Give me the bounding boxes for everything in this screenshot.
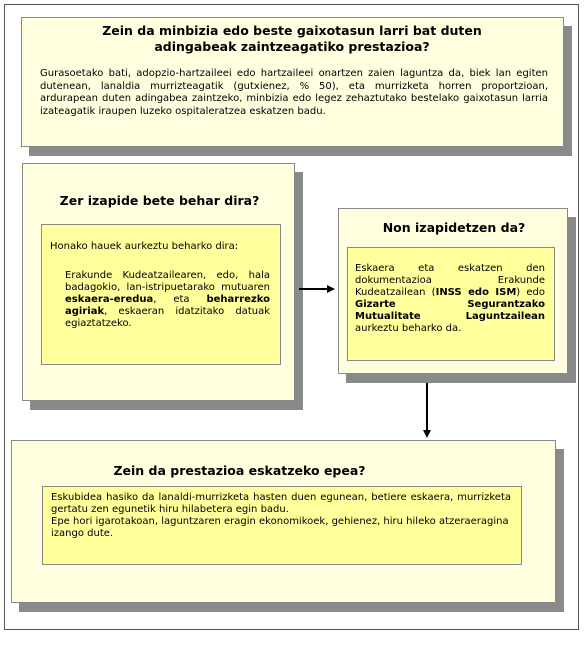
location-bold-a: INSS edo ISM bbox=[435, 287, 517, 298]
procedure-intro: Honako hauek aurkeztu beharko dira: bbox=[50, 241, 239, 252]
procedure-title: Zer izapide bete behar dira? bbox=[59, 193, 260, 208]
location-text-b: ) edo bbox=[516, 287, 545, 298]
procedure-text-a: Erakunde Kudeatzailearen, edo, hala badagokio, lan-istripuetarako mutuaren bbox=[65, 270, 270, 293]
definition-body: Gurasoetako bati, adopzio-hartzaileei edo hartzaileei onartzen zaien laguntza da, biek lan egiten dutenean, lanaldia murrizteagatik (gutxienez, % 50), eta murrizketa horren proportzioan, ardurapean duten adingabea zaintzeko, minbizia edo legez zehaztutako bestelako gaixotasun larria izateagatik iraupen luzeko ospitaleratzea eskatzen badu. bbox=[40, 68, 548, 117]
definition-title: Zein da minbizia edo beste gaixotasun larri bat duten adingabeak zaintzeagatiko prestazioa? bbox=[102, 23, 482, 54]
deadline-para2: Epe hori igarotakoan, laguntzaren eragin ekonomikoek, gehienez, hiru hileko atzeraeragina izango dute. bbox=[51, 516, 509, 539]
deadline-para1: Eskubidea hasiko da lanaldi-murrizketa hasten duen egunean, betiere eskaera, murrizketa gertatu zen egunetik hiru hilabetera egin badu. bbox=[51, 492, 511, 515]
procedure-bold-a: eskaera-eredua bbox=[65, 294, 154, 305]
procedure-text-c: , eskaeran idatzitako datuak egiaztatzeko. bbox=[65, 306, 270, 329]
location-text-c: aurkeztu beharko da. bbox=[355, 323, 462, 334]
procedure-text-b: , eta bbox=[153, 294, 207, 305]
location-title: Non izapidetzen da? bbox=[382, 220, 526, 235]
procedure-bold-b: beharrezko agiriak bbox=[65, 294, 270, 317]
location-text-a: Eskaera eta eskatzen den dokumentazioa Erakunde Kudeatzailean ( bbox=[355, 263, 545, 298]
location-bold-b: Gizarte Segurantzako Mutualitate Laguntzailean bbox=[355, 299, 545, 322]
deadline-title: Zein da prestazioa eskatzeko epea? bbox=[113, 463, 366, 478]
